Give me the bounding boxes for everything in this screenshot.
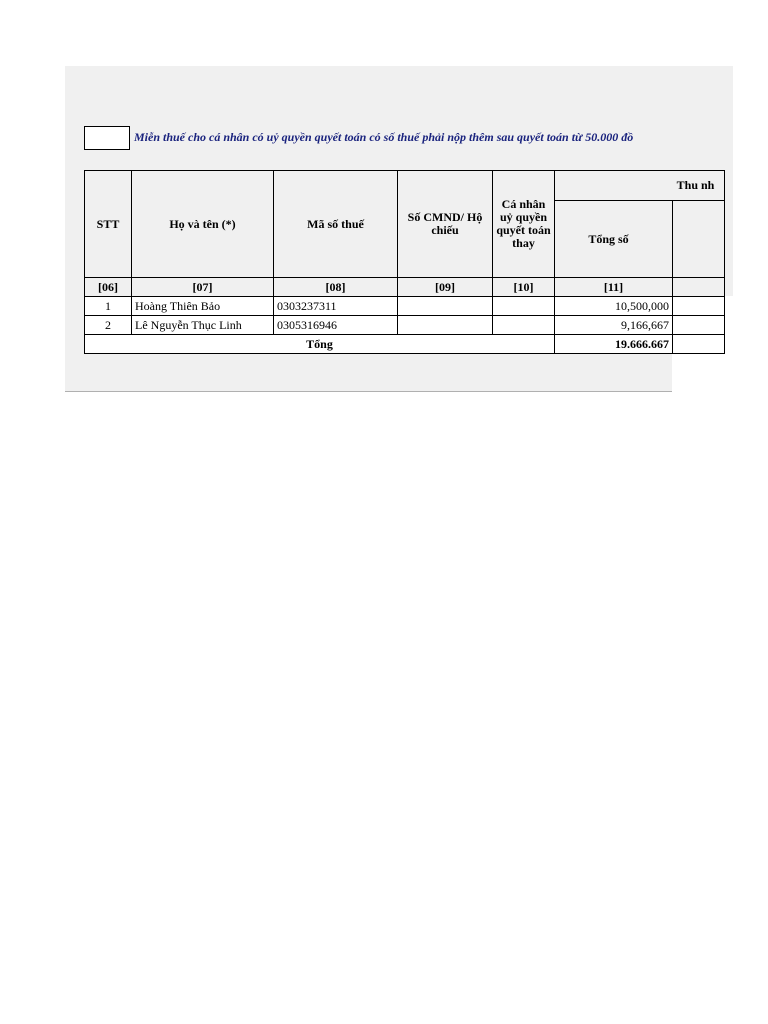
row-name: Lê Nguyễn Thục Linh bbox=[132, 316, 274, 335]
table-row bbox=[85, 297, 725, 316]
code-cell: [07] bbox=[132, 278, 274, 297]
row-name: Hoàng Thiên Bảo bbox=[132, 297, 274, 316]
row-authorized bbox=[493, 316, 555, 335]
total-next-column bbox=[673, 335, 725, 354]
code-cell: [06] bbox=[85, 278, 132, 297]
code-cell: [09] bbox=[398, 278, 493, 297]
row-total-income: 9,166,667 bbox=[555, 316, 673, 335]
header-stt: STT bbox=[85, 171, 132, 278]
code-cell-empty bbox=[673, 278, 725, 297]
header-tax-code: Mã số thuế bbox=[274, 171, 398, 278]
total-label: Tổng bbox=[85, 335, 555, 354]
header-income-group: Thu nh bbox=[555, 171, 725, 201]
exempt-checkbox[interactable] bbox=[84, 126, 130, 150]
header-next-column bbox=[673, 201, 725, 278]
row-tax-code: 0303237311 bbox=[274, 297, 398, 316]
header-authorized: Cá nhân uỷ quyền quyết toán thay bbox=[493, 171, 555, 278]
table-row bbox=[85, 316, 725, 335]
row-tax-code: 0305316946 bbox=[274, 316, 398, 335]
total-value: 19.666.667 bbox=[555, 335, 673, 354]
row-next-column bbox=[673, 297, 725, 316]
row-total-income: 10,500,000 bbox=[555, 297, 673, 316]
code-cell: [08] bbox=[274, 278, 398, 297]
row-stt: 2 bbox=[85, 316, 132, 335]
row-stt: 1 bbox=[85, 297, 132, 316]
header-id-number: Số CMND/ Hộ chiếu bbox=[398, 171, 493, 278]
header-total-income: Tổng số bbox=[555, 201, 673, 278]
tax-sheet bbox=[84, 126, 715, 366]
header-name: Họ và tên (*) bbox=[132, 171, 274, 278]
row-next-column bbox=[673, 316, 725, 335]
code-cell: [11] bbox=[555, 278, 673, 297]
code-cell: [10] bbox=[493, 278, 555, 297]
income-table bbox=[84, 170, 725, 354]
row-authorized bbox=[493, 297, 555, 316]
row-id-number bbox=[398, 297, 493, 316]
row-id-number bbox=[398, 316, 493, 335]
exempt-label: Miễn thuế cho cá nhân có uỷ quyền quyết toán có số thuế phải nộp thêm sau quyết toán từ 50.000 đồ bbox=[134, 130, 634, 144]
total-row bbox=[85, 335, 725, 354]
